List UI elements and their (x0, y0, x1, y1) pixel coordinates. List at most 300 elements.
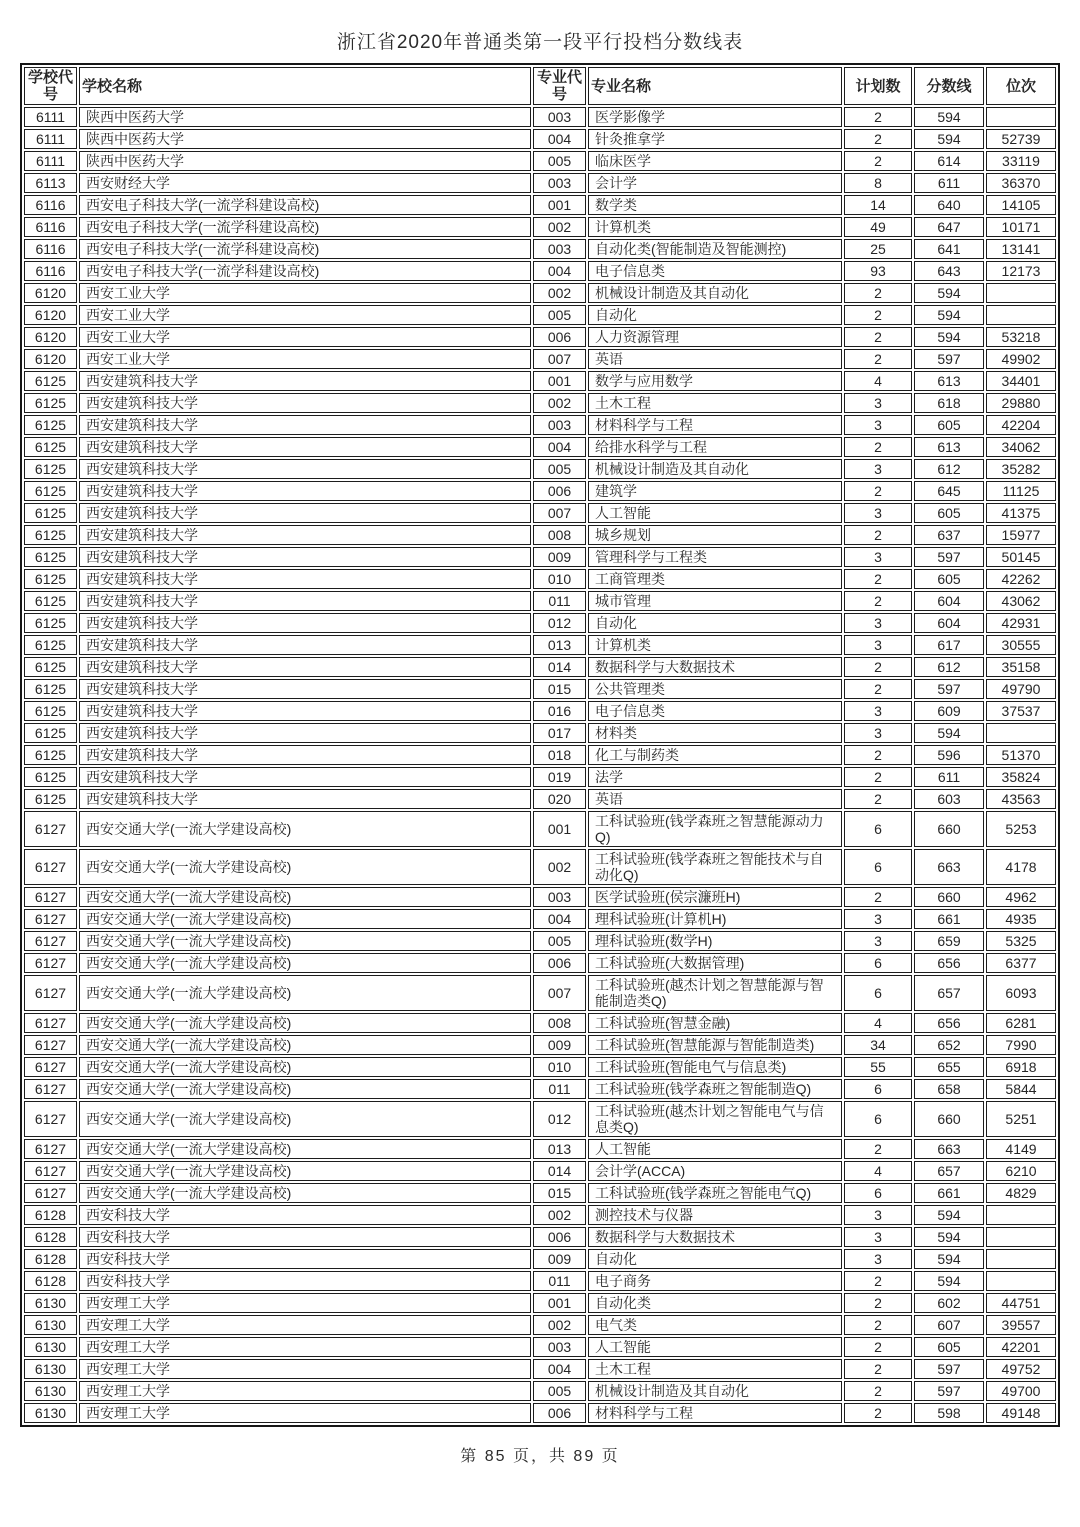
cell-plan-count: 93 (844, 261, 912, 281)
cell-rank: 29880 (986, 393, 1056, 413)
cell-school-name: 西安交通大学(一流大学建设高校) (79, 811, 531, 847)
cell-score-line: 612 (914, 459, 984, 479)
cell-plan-count: 6 (844, 811, 912, 847)
cell-score-line: 594 (914, 305, 984, 325)
cell-score-line: 656 (914, 1013, 984, 1033)
cell-major-name: 工科试验班(钱学森班之智能技术与自动化Q) (588, 849, 842, 885)
cell-score-line: 605 (914, 415, 984, 435)
table-row (24, 261, 1056, 281)
cell-major-name: 数据科学与大数据技术 (588, 1227, 842, 1247)
cell-school-name: 西安财经大学 (79, 173, 531, 193)
cell-plan-count: 3 (844, 503, 912, 523)
cell-major-name: 机械设计制造及其自动化 (588, 1381, 842, 1401)
table-row (24, 503, 1056, 523)
cell-plan-count: 6 (844, 849, 912, 885)
cell-school-name: 西安工业大学 (79, 349, 531, 369)
cell-plan-count: 3 (844, 701, 912, 721)
cell-school-name: 西安建筑科技大学 (79, 701, 531, 721)
cell-school-name: 西安理工大学 (79, 1359, 531, 1379)
cell-major-code: 006 (533, 953, 586, 973)
cell-major-name: 工科试验班(越杰计划之智慧能源与智能制造类Q) (588, 975, 842, 1011)
cell-score-line: 594 (914, 1249, 984, 1269)
cell-score-line: 604 (914, 613, 984, 633)
cell-school-name: 西安科技大学 (79, 1271, 531, 1291)
table-row (24, 953, 1056, 973)
cell-rank: 43563 (986, 789, 1056, 809)
cell-major-name: 工科试验班(钱学森班之智能制造Q) (588, 1079, 842, 1099)
cell-school-code: 6130 (24, 1293, 77, 1313)
cell-major-name: 英语 (588, 349, 842, 369)
cell-school-code: 6127 (24, 887, 77, 907)
cell-plan-count: 3 (844, 1205, 912, 1225)
cell-school-name: 西安交通大学(一流大学建设高校) (79, 1035, 531, 1055)
table-row (24, 591, 1056, 611)
cell-rank: 42931 (986, 613, 1056, 633)
table-row (24, 129, 1056, 149)
cell-plan-count: 2 (844, 1381, 912, 1401)
table-row (24, 283, 1056, 303)
cell-rank: 4829 (986, 1183, 1056, 1203)
cell-plan-count: 2 (844, 745, 912, 765)
cell-score-line: 611 (914, 767, 984, 787)
cell-score-line: 594 (914, 327, 984, 347)
cell-school-name: 西安工业大学 (79, 305, 531, 325)
cell-school-name: 西安理工大学 (79, 1381, 531, 1401)
cell-score-line: 613 (914, 437, 984, 457)
cell-score-line: 597 (914, 349, 984, 369)
cell-rank: 15977 (986, 525, 1056, 545)
table-row (24, 789, 1056, 809)
cell-school-code: 6127 (24, 975, 77, 1011)
cell-rank: 5253 (986, 811, 1056, 847)
cell-major-code: 009 (533, 547, 586, 567)
cell-school-name: 西安科技大学 (79, 1205, 531, 1225)
cell-major-code: 001 (533, 371, 586, 391)
cell-major-name: 城乡规划 (588, 525, 842, 545)
cell-rank: 49148 (986, 1403, 1056, 1423)
cell-school-code: 6120 (24, 305, 77, 325)
cell-major-code: 012 (533, 613, 586, 633)
table-row (24, 1227, 1056, 1247)
cell-major-code: 002 (533, 849, 586, 885)
cell-school-name: 西安交通大学(一流大学建设高校) (79, 1101, 531, 1137)
table-row (24, 569, 1056, 589)
cell-major-name: 化工与制药类 (588, 745, 842, 765)
table-row (24, 217, 1056, 237)
cell-major-name: 自动化 (588, 1249, 842, 1269)
cell-score-line: 645 (914, 481, 984, 501)
cell-major-name: 材料科学与工程 (588, 1403, 842, 1423)
cell-plan-count: 2 (844, 1337, 912, 1357)
cell-score-line: 640 (914, 195, 984, 215)
cell-school-code: 6116 (24, 261, 77, 281)
cell-major-code: 012 (533, 1101, 586, 1137)
cell-school-code: 6125 (24, 679, 77, 699)
cell-score-line: 618 (914, 393, 984, 413)
cell-plan-count: 4 (844, 371, 912, 391)
cell-major-code: 014 (533, 1161, 586, 1181)
cell-school-code: 6111 (24, 107, 77, 127)
cell-major-code: 007 (533, 503, 586, 523)
cell-plan-count: 6 (844, 1079, 912, 1099)
cell-major-code: 014 (533, 657, 586, 677)
cell-score-line: 609 (914, 701, 984, 721)
table-row (24, 349, 1056, 369)
col-header-plan-count: 计划数 (844, 67, 912, 105)
cell-plan-count: 2 (844, 591, 912, 611)
cell-major-code: 002 (533, 1315, 586, 1335)
cell-major-name: 土木工程 (588, 1359, 842, 1379)
cell-major-name: 法学 (588, 767, 842, 787)
cell-rank: 5251 (986, 1101, 1056, 1137)
cell-score-line: 603 (914, 789, 984, 809)
cell-school-name: 西安建筑科技大学 (79, 525, 531, 545)
cell-school-code: 6111 (24, 129, 77, 149)
cell-major-name: 针灸推拿学 (588, 129, 842, 149)
cell-major-code: 019 (533, 767, 586, 787)
table-row (24, 1315, 1056, 1335)
table-row (24, 1101, 1056, 1137)
cell-rank: 4962 (986, 887, 1056, 907)
cell-major-name: 材料科学与工程 (588, 415, 842, 435)
cell-score-line: 594 (914, 283, 984, 303)
cell-score-line: 659 (914, 931, 984, 951)
cell-school-code: 6125 (24, 635, 77, 655)
cell-plan-count: 2 (844, 437, 912, 457)
table-row (24, 1249, 1056, 1269)
cell-major-code: 004 (533, 437, 586, 457)
cell-school-code: 6120 (24, 349, 77, 369)
cell-major-code: 007 (533, 349, 586, 369)
cell-score-line: 596 (914, 745, 984, 765)
cell-school-code: 6128 (24, 1205, 77, 1225)
cell-major-name: 理科试验班(计算机H) (588, 909, 842, 929)
cell-plan-count: 3 (844, 415, 912, 435)
cell-major-name: 机械设计制造及其自动化 (588, 283, 842, 303)
cell-plan-count: 2 (844, 1315, 912, 1335)
cell-school-code: 6127 (24, 909, 77, 929)
cell-major-code: 009 (533, 1035, 586, 1055)
cell-school-code: 6116 (24, 217, 77, 237)
table-row (24, 437, 1056, 457)
cell-plan-count: 3 (844, 1249, 912, 1269)
cell-major-name: 土木工程 (588, 393, 842, 413)
cell-major-code: 003 (533, 107, 586, 127)
cell-school-code: 6128 (24, 1249, 77, 1269)
cell-school-code: 6125 (24, 701, 77, 721)
cell-major-code: 005 (533, 151, 586, 171)
page-title: 浙江省2020年普通类第一段平行投档分数线表 (336, 32, 744, 53)
cell-major-name: 公共管理类 (588, 679, 842, 699)
cell-major-code: 017 (533, 723, 586, 743)
cell-rank: 5325 (986, 931, 1056, 951)
cell-school-code: 6127 (24, 1161, 77, 1181)
cell-school-code: 6125 (24, 591, 77, 611)
cell-major-name: 人工智能 (588, 1139, 842, 1159)
cell-school-code: 6116 (24, 195, 77, 215)
cell-major-code: 004 (533, 1359, 586, 1379)
cell-school-name: 西安理工大学 (79, 1293, 531, 1313)
cell-major-code: 004 (533, 909, 586, 929)
cell-rank: 11125 (986, 481, 1056, 501)
cell-major-code: 001 (533, 811, 586, 847)
cell-plan-count: 2 (844, 657, 912, 677)
cell-major-code: 003 (533, 887, 586, 907)
cell-plan-count: 2 (844, 129, 912, 149)
cell-school-code: 6111 (24, 151, 77, 171)
table-row (24, 459, 1056, 479)
cell-rank: 50145 (986, 547, 1056, 567)
cell-plan-count: 2 (844, 1403, 912, 1423)
cell-score-line: 597 (914, 1359, 984, 1379)
cell-plan-count: 4 (844, 1013, 912, 1033)
cell-plan-count: 2 (844, 887, 912, 907)
cell-school-name: 西安交通大学(一流大学建设高校) (79, 1079, 531, 1099)
cell-plan-count: 2 (844, 305, 912, 325)
cell-score-line: 663 (914, 1139, 984, 1159)
cell-major-name: 电子商务 (588, 1271, 842, 1291)
cell-major-code: 009 (533, 1249, 586, 1269)
cell-major-code: 018 (533, 745, 586, 765)
cell-school-code: 6127 (24, 1183, 77, 1203)
cell-plan-count: 2 (844, 1359, 912, 1379)
cell-plan-count: 55 (844, 1057, 912, 1077)
cell-plan-count: 2 (844, 151, 912, 171)
cell-score-line: 655 (914, 1057, 984, 1077)
table-row (24, 1057, 1056, 1077)
cell-rank: 6210 (986, 1161, 1056, 1181)
cell-school-name: 西安交通大学(一流大学建设高校) (79, 1183, 531, 1203)
cell-school-name: 西安工业大学 (79, 327, 531, 347)
cell-major-name: 工科试验班(钱学森班之智慧能源动力Q) (588, 811, 842, 847)
table-row (24, 239, 1056, 259)
table-row (24, 1337, 1056, 1357)
cell-major-code: 005 (533, 931, 586, 951)
cell-school-code: 6130 (24, 1381, 77, 1401)
cell-rank: 53218 (986, 327, 1056, 347)
cell-major-code: 013 (533, 635, 586, 655)
cell-school-name: 西安交通大学(一流大学建设高校) (79, 887, 531, 907)
col-header-school-code: 学校代号 (24, 67, 77, 105)
score-table (20, 63, 1060, 1427)
cell-school-name: 西安建筑科技大学 (79, 679, 531, 699)
cell-score-line: 663 (914, 849, 984, 885)
cell-plan-count: 6 (844, 1183, 912, 1203)
cell-school-code: 6125 (24, 371, 77, 391)
cell-school-code: 6127 (24, 1057, 77, 1077)
cell-major-code: 003 (533, 239, 586, 259)
cell-rank: 6377 (986, 953, 1056, 973)
cell-rank: 52739 (986, 129, 1056, 149)
cell-school-name: 西安建筑科技大学 (79, 569, 531, 589)
cell-plan-count: 2 (844, 1271, 912, 1291)
cell-score-line: 658 (914, 1079, 984, 1099)
cell-score-line: 597 (914, 547, 984, 567)
table-row (24, 547, 1056, 567)
table-row (24, 393, 1056, 413)
cell-school-name: 西安理工大学 (79, 1315, 531, 1335)
cell-plan-count: 3 (844, 459, 912, 479)
cell-major-name: 自动化 (588, 613, 842, 633)
cell-rank: 42204 (986, 415, 1056, 435)
cell-major-name: 人工智能 (588, 1337, 842, 1357)
cell-rank: 36370 (986, 173, 1056, 193)
cell-plan-count: 2 (844, 349, 912, 369)
cell-school-name: 西安交通大学(一流大学建设高校) (79, 931, 531, 951)
table-row (24, 1381, 1056, 1401)
table-row (24, 1403, 1056, 1423)
cell-school-name: 西安工业大学 (79, 283, 531, 303)
cell-school-code: 6125 (24, 789, 77, 809)
cell-score-line: 612 (914, 657, 984, 677)
cell-school-name: 西安交通大学(一流大学建设高校) (79, 1057, 531, 1077)
cell-school-code: 6130 (24, 1337, 77, 1357)
cell-major-name: 理科试验班(数学H) (588, 931, 842, 951)
cell-score-line: 641 (914, 239, 984, 259)
cell-major-code: 011 (533, 1271, 586, 1291)
cell-score-line: 660 (914, 1101, 984, 1137)
cell-school-code: 6125 (24, 723, 77, 743)
cell-major-code: 015 (533, 1183, 586, 1203)
cell-major-name: 医学影像学 (588, 107, 842, 127)
cell-major-code: 007 (533, 975, 586, 1011)
cell-rank (986, 1205, 1056, 1225)
cell-score-line: 604 (914, 591, 984, 611)
table-row (24, 371, 1056, 391)
cell-school-code: 6125 (24, 525, 77, 545)
cell-major-name: 自动化 (588, 305, 842, 325)
cell-school-name: 西安交通大学(一流大学建设高校) (79, 1161, 531, 1181)
col-header-rank: 位次 (986, 67, 1056, 105)
cell-score-line: 661 (914, 909, 984, 929)
cell-plan-count: 2 (844, 525, 912, 545)
table-row (24, 931, 1056, 951)
cell-plan-count: 2 (844, 1293, 912, 1313)
cell-school-code: 6125 (24, 459, 77, 479)
cell-major-code: 006 (533, 1403, 586, 1423)
cell-major-name: 计算机类 (588, 217, 842, 237)
cell-score-line: 643 (914, 261, 984, 281)
cell-plan-count: 3 (844, 393, 912, 413)
table-row (24, 481, 1056, 501)
table-row (24, 1205, 1056, 1225)
cell-school-name: 西安理工大学 (79, 1403, 531, 1423)
table-row (24, 1139, 1056, 1159)
cell-school-name: 西安交通大学(一流大学建设高校) (79, 909, 531, 929)
cell-rank: 49902 (986, 349, 1056, 369)
cell-plan-count: 2 (844, 789, 912, 809)
cell-school-name: 西安建筑科技大学 (79, 547, 531, 567)
cell-major-name: 医学试验班(侯宗濂班H) (588, 887, 842, 907)
cell-rank: 10171 (986, 217, 1056, 237)
table-row (24, 811, 1056, 847)
cell-school-name: 西安电子科技大学(一流学科建设高校) (79, 217, 531, 237)
cell-school-name: 西安电子科技大学(一流学科建设高校) (79, 261, 531, 281)
cell-score-line: 611 (914, 173, 984, 193)
cell-rank: 14105 (986, 195, 1056, 215)
table-row (24, 975, 1056, 1011)
table-row (24, 1013, 1056, 1033)
cell-score-line: 657 (914, 975, 984, 1011)
cell-major-name: 管理科学与工程类 (588, 547, 842, 567)
cell-plan-count: 3 (844, 613, 912, 633)
cell-plan-count: 3 (844, 1227, 912, 1247)
cell-school-name: 西安电子科技大学(一流学科建设高校) (79, 239, 531, 259)
cell-school-code: 6130 (24, 1359, 77, 1379)
cell-plan-count: 2 (844, 1139, 912, 1159)
cell-major-name: 计算机类 (588, 635, 842, 655)
cell-major-code: 004 (533, 129, 586, 149)
cell-school-name: 陕西中医药大学 (79, 129, 531, 149)
cell-school-name: 西安建筑科技大学 (79, 789, 531, 809)
cell-rank (986, 1227, 1056, 1247)
cell-score-line: 637 (914, 525, 984, 545)
table-row (24, 195, 1056, 215)
cell-major-code: 016 (533, 701, 586, 721)
cell-school-code: 6127 (24, 1101, 77, 1137)
cell-school-name: 西安交通大学(一流大学建设高校) (79, 953, 531, 973)
cell-major-name: 城市管理 (588, 591, 842, 611)
cell-school-code: 6116 (24, 239, 77, 259)
cell-major-code: 015 (533, 679, 586, 699)
cell-plan-count: 34 (844, 1035, 912, 1055)
col-header-school-name: 学校名称 (79, 67, 531, 105)
table-body (24, 107, 1056, 1423)
cell-major-code: 006 (533, 1227, 586, 1247)
cell-plan-count: 3 (844, 635, 912, 655)
cell-school-name: 西安建筑科技大学 (79, 767, 531, 787)
cell-school-code: 6127 (24, 849, 77, 885)
cell-rank: 6281 (986, 1013, 1056, 1033)
cell-school-code: 6125 (24, 547, 77, 567)
table-row (24, 679, 1056, 699)
cell-rank: 34062 (986, 437, 1056, 457)
col-header-score-line: 分数线 (914, 67, 984, 105)
table-row (24, 701, 1056, 721)
cell-rank: 49700 (986, 1381, 1056, 1401)
cell-rank: 42201 (986, 1337, 1056, 1357)
cell-school-name: 西安科技大学 (79, 1227, 531, 1247)
table-row (24, 415, 1056, 435)
cell-major-name: 自动化类 (588, 1293, 842, 1313)
cell-rank: 33119 (986, 151, 1056, 171)
cell-score-line: 594 (914, 723, 984, 743)
cell-major-code: 011 (533, 591, 586, 611)
cell-rank (986, 1271, 1056, 1291)
cell-plan-count: 3 (844, 723, 912, 743)
cell-rank: 49752 (986, 1359, 1056, 1379)
cell-score-line: 597 (914, 1381, 984, 1401)
cell-school-code: 6125 (24, 767, 77, 787)
cell-school-code: 6125 (24, 393, 77, 413)
table-row (24, 1359, 1056, 1379)
cell-rank (986, 283, 1056, 303)
cell-major-name: 工科试验班(大数据管理) (588, 953, 842, 973)
cell-rank: 6918 (986, 1057, 1056, 1077)
table-row (24, 1293, 1056, 1313)
cell-major-code: 008 (533, 1013, 586, 1033)
table-row (24, 723, 1056, 743)
cell-score-line: 594 (914, 1205, 984, 1225)
table-row (24, 909, 1056, 929)
table-header-row (24, 67, 1056, 105)
cell-major-name: 人力资源管理 (588, 327, 842, 347)
cell-rank: 13141 (986, 239, 1056, 259)
cell-school-name: 西安理工大学 (79, 1337, 531, 1357)
cell-rank: 39557 (986, 1315, 1056, 1335)
cell-major-name: 电气类 (588, 1315, 842, 1335)
cell-score-line: 656 (914, 953, 984, 973)
